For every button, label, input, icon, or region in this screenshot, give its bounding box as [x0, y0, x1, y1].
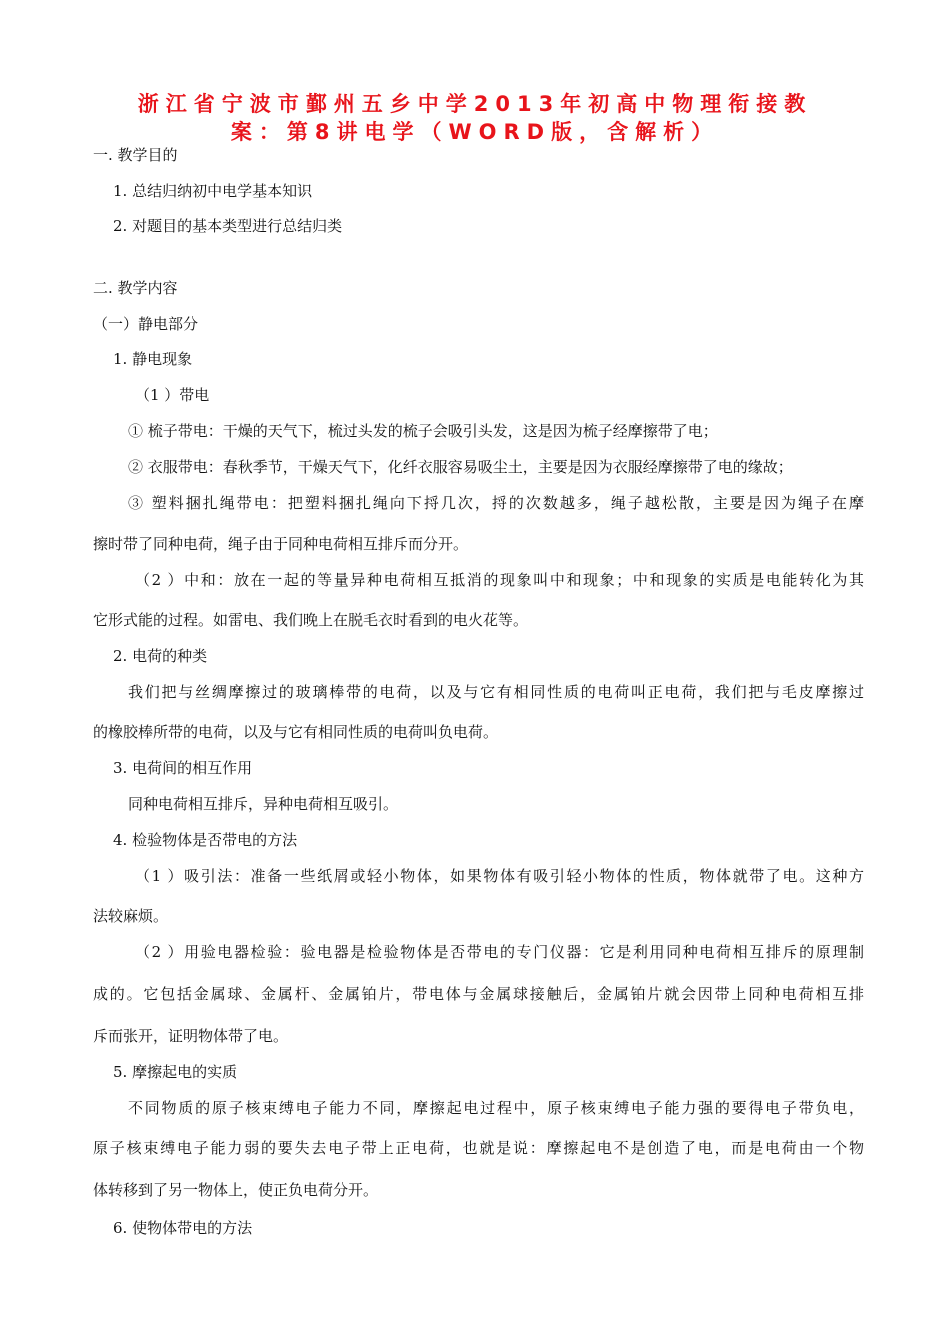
paragraph-line: ① 梳子带电：干燥的天气下，梳过头发的梳子会吸引头发，这是因为梳子经摩擦带了电； — [128, 422, 718, 440]
paragraph-line: 体转移到了另一物体上，使正负电荷分开。 — [93, 1181, 379, 1199]
paragraph-line: 原子核束缚电子能力弱的要失去电子带上正电荷，也就是说：摩擦起电不是创造了电，而是电荷由一个物 — [93, 1139, 864, 1157]
paragraph-line: 同种电荷相互排斥，异种电荷相互吸引。 — [128, 795, 399, 813]
list-item: 5. 摩擦起电的实质 — [113, 1063, 238, 1081]
paragraph-line: ③ 塑料捆扎绳带电：把塑料捆扎绳向下捋几次，捋的次数越多，绳子越松散，主要是因为绳子在摩 — [128, 494, 864, 512]
paragraph-line: 成的。它包括金属球、金属杆、金属铂片，带电体与金属球接触后，金属铂片就会因带上同种电荷相互排 — [93, 985, 864, 1003]
list-item: 2. 电荷的种类 — [113, 647, 208, 665]
list-item: 6. 使物体带电的方法 — [113, 1219, 253, 1237]
paragraph-line: 的橡胶棒所带的电荷，以及与它有相同性质的电荷叫负电荷。 — [93, 723, 499, 741]
list-item: （1 ）带电 — [135, 386, 210, 404]
document-title-line-2: 案：第8讲电学（WORD版，含解析） — [230, 120, 720, 144]
section-heading-objectives: 一. 教学目的 — [93, 146, 178, 164]
paragraph-line: 它形式能的过程。如雷电、我们晚上在脱毛衣时看到的电火花等。 — [93, 611, 529, 629]
document-title-line-1: 浙江省宁波市鄞州五乡中学2013年初高中物理衔接教 — [137, 92, 813, 116]
paragraph-line: 擦时带了同种电荷，绳子由于同种电荷相互排斥而分开。 — [93, 535, 469, 553]
paragraph-line: 不同物质的原子核束缚电子能力不同，摩擦起电过程中，原子核束缚电子能力强的要得电子带负电， — [128, 1099, 864, 1117]
paragraph-line: （2 ）中和：放在一起的等量异种电荷相互抵消的现象叫中和现象；中和现象的实质是电能转化为其 — [135, 571, 864, 589]
list-item: 3. 电荷间的相互作用 — [113, 759, 253, 777]
subsection-heading: （一）静电部分 — [93, 315, 199, 333]
paragraph-line: ② 衣服带电：春秋季节，干燥天气下，化纤衣服容易吸尘土，主要是因为衣服经摩擦带了电的缘故； — [128, 458, 793, 476]
paragraph-line: （1 ）吸引法：准备一些纸屑或轻小物体，如果物体有吸引轻小物体的性质，物体就带了电。这种方 — [135, 867, 864, 885]
list-item: 4. 检验物体是否带电的方法 — [113, 831, 298, 849]
list-item: 2. 对题目的基本类型进行总结归类 — [113, 217, 343, 235]
list-item: 1. 总结归纳初中电学基本知识 — [113, 182, 313, 200]
paragraph-line: 法较麻烦。 — [93, 907, 169, 925]
paragraph-line: 斥而张开，证明物体带了电。 — [93, 1027, 289, 1045]
paragraph-line: 我们把与丝绸摩擦过的玻璃棒带的电荷，以及与它有相同性质的电荷叫正电荷，我们把与毛皮摩擦过 — [128, 683, 864, 701]
paragraph-line: （2 ）用验电器检验：验电器是检验物体是否带电的专门仪器：它是利用同种电荷相互排斥的原理制 — [135, 943, 864, 961]
section-heading-content: 二. 教学内容 — [93, 279, 178, 297]
list-item: 1. 静电现象 — [113, 350, 193, 368]
